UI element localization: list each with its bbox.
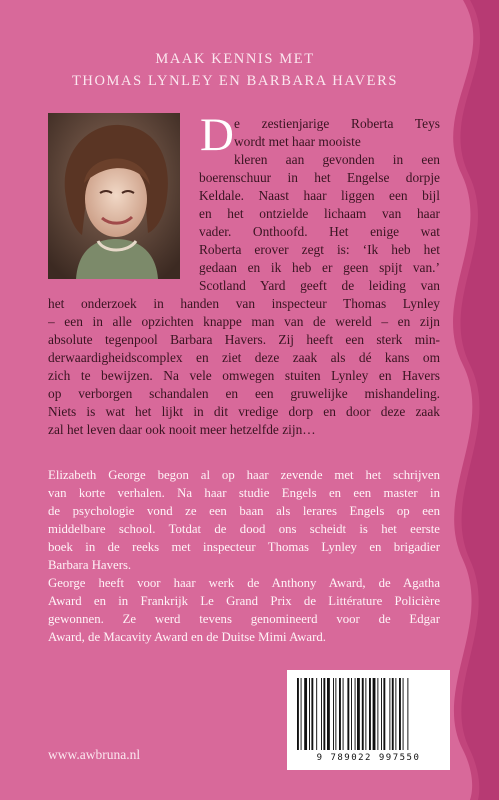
title-line-2: THOMAS LYNLEY EN BARBARA HAVERS (71, 73, 399, 89)
barcode (287, 670, 450, 770)
blurb-line: absolute tegenpool Barbara Havers. Zij heeft een sterk min- (48, 332, 440, 347)
barcode-bar (351, 678, 352, 750)
blurb-line: Scotland Yard geeft de leiding van (199, 278, 440, 293)
blurb-line: kleren aan gevonden in een (234, 152, 440, 167)
bio-line: Award en in Frankrijk Le Grand Prix de Littérature Policière (48, 594, 440, 608)
barcode-bar (383, 678, 385, 750)
barcode-bar (304, 678, 307, 750)
barcode-bar (347, 678, 349, 750)
barcode-bar (323, 678, 325, 750)
blurb-line: zich te bewijzen. Na vele omwegen stuiten Lynley en Havers (48, 368, 440, 383)
blurb-line: vader. Onthoofd. Het enige wat (199, 224, 440, 239)
bio-line: boek in de reeks met inspecteur Thomas Lynley en brigadier (48, 540, 440, 554)
barcode-bar (327, 678, 330, 750)
bio-line: van korte verhalen. Na haar studie Engels en een master in (48, 486, 440, 500)
barcode-bar (395, 678, 396, 750)
author-photo (48, 113, 180, 279)
barcode-bar (311, 678, 313, 750)
barcode-bars (287, 670, 450, 754)
barcode-bar (369, 678, 371, 750)
blurb-line: Roberta erover zegt is: ‘Ik heb het (199, 242, 440, 257)
blurb-line: wordt met haar mooiste (234, 134, 361, 149)
blurb-line: boerenschuur in het Engelse dorpje (199, 170, 440, 185)
barcode-bar (301, 678, 302, 750)
blurb-line: zal het leven daar ook nooit meer hetzelfde zijn… (48, 422, 316, 437)
barcode-bar (355, 678, 356, 750)
bio-line: Elizabeth George begon al op haar zevende met het schrijven (48, 468, 440, 482)
bio-line: middelbare school. Totdat de dood ons scheidt is het eerste (48, 522, 440, 536)
bio-line: George heeft voor haar werk de Anthony Award, de Agatha (48, 576, 440, 590)
blurb-line: het onderzoek in handen van inspecteur Thomas Lynley (48, 296, 440, 311)
barcode-bar (309, 678, 310, 750)
barcode-bar (297, 678, 299, 750)
blurb-line: en het ontzielde lichaam van haar (199, 206, 440, 221)
barcode-bar (365, 678, 366, 750)
barcode-bar (392, 678, 394, 750)
blurb-line: – een in alle opzichten knappe man van de wereld – en zijn (48, 314, 440, 329)
barcode-bar (321, 678, 322, 750)
barcode-bar (381, 678, 382, 750)
blurb-line: op verborgen schandalen en een gruwelijke mishandeling. (48, 386, 440, 401)
barcode-bar (333, 678, 334, 750)
bio-line: gewonnen. Ze werd tevens genomineerd voor de Edgar (48, 612, 440, 626)
blurb-line: Keldale. Naast haar liggen een bijl (199, 188, 440, 203)
barcode-bar (373, 678, 376, 750)
barcode-bar (335, 678, 336, 750)
barcode-bar (339, 678, 341, 750)
blurb-line: e zestienjarige Roberta Teys (234, 116, 440, 131)
publisher-website: www.awbruna.nl (48, 747, 141, 762)
bio-line: de psychologie vond ze een baan als lerares Engels op een (48, 504, 440, 518)
barcode-number: 9 789022 997550 (316, 753, 421, 763)
barcode-bar (399, 678, 401, 750)
blurb-line: gedaan en ik heb er geen spijt van.’ (199, 260, 440, 275)
barcode-bar (403, 678, 404, 750)
blurb-line: Niets is wat het lijkt in dit vredige dorp en door deze zaak (48, 404, 440, 419)
barcode-bar (343, 678, 344, 750)
bio-line: Barbara Havers. (48, 558, 132, 572)
barcode-bar (316, 678, 317, 750)
bio-line: Award, de Macavity Award en de Duitse Mimi Award. (48, 630, 326, 644)
blurb-line: derwaardigheidscomplex en ziet deze zaak als dé kans om (48, 350, 440, 365)
barcode-bar (377, 678, 378, 750)
barcode-bar (407, 678, 408, 750)
drop-cap: D (200, 109, 234, 161)
barcode-bar (389, 678, 390, 750)
barcode-bar (357, 678, 360, 750)
barcode-bar (362, 678, 364, 750)
title-line-1: MAAK KENNIS MET (155, 51, 315, 67)
